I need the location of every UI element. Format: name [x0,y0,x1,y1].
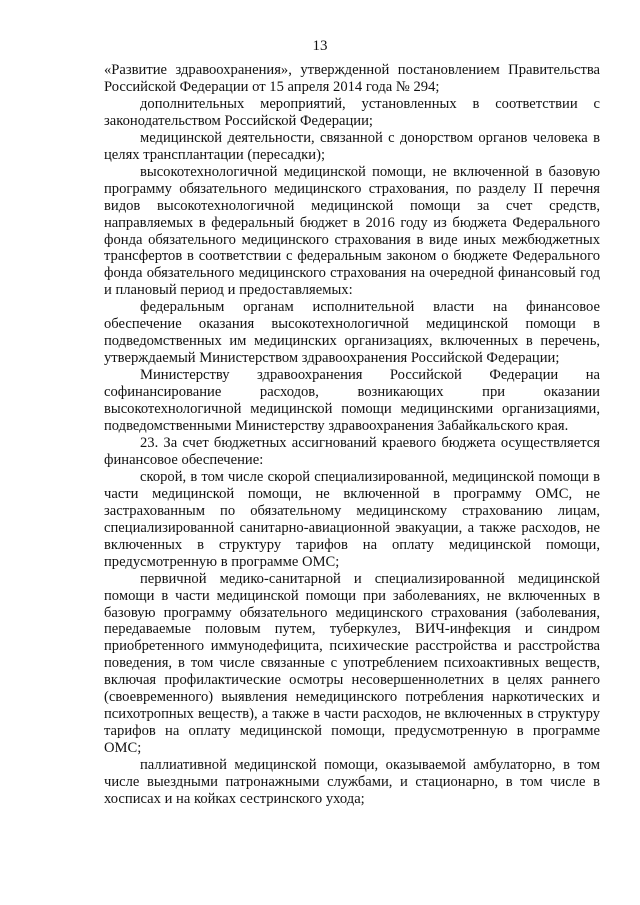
paragraph-continuation: «Развитие здравоохранения», утвержденной постановлением Правительства Российской Федерации от 15 апреля 2014 года № 294; [104,62,600,95]
paragraph: медицинской деятельности, связанной с донорством органов человека в целях трансплантации (пересадки); [104,129,600,163]
paragraph: первичной медико-санитарной и специализированной медицинской помощи в части медицинской помощи при заболеваниях, не включенных в базовую программу обязательного медицинского страхования (заболевания, передаваемые половым путем, туберкулез, ВИЧ-инфекция и синдром приобретенного иммунодефицита, психические расстройства и расстройства поведения, в том числе связанные с употреблением психоактивных веществ, включая профилактические осмотры несовершеннолетних в целях раннего (своевременного) выявления немедицинского потребления наркотических и психотропных веществ), а также в части расходов, не включенных в структуру тарифов на оплату медицинской помощи, предусмотренную в программе ОМС; [104,570,600,757]
document-body [104,62,600,808]
paragraph: скорой, в том числе скорой специализированной, медицинской помощи в части медицинской помощи, не включенной в программу ОМС, не застрахованным по обязательному медицинскому страхованию лицам, специализированной санитарно-авиационной эвакуации, а также расходов, не включенных в структуру тарифов на оплату медицинской помощи, предусмотренную в программе ОМС; [104,468,600,570]
paragraph: дополнительных мероприятий, установленных в соответствии с законодательством Российской Федерации; [104,95,600,129]
paragraph: федеральным органам исполнительной власти на финансовое обеспечение оказания высокотехнологичной медицинской помощи в подведомственных им медицинских организациях, включенных в перечень, утверждаемый Министерством здравоохранения Российской Федерации; [104,299,600,367]
paragraph: высокотехнологичной медицинской помощи, не включенной в базовую программу обязательного медицинского страхования, по разделу II перечня видов высокотехнологичной медицинской помощи за счет средств, направляемых в федеральный бюджет в 2016 году из бюджета Федерального фонда обязательного медицинского страхования в виде иных межбюджетных трансфертов в соответствии с федеральным законом о бюджете Федерального фонда обязательного медицинского страхования на очередной финансовый год и плановый период и предоставляемых: [104,163,600,299]
page-number: 13 [312,38,328,54]
paragraph-section-23: 23. За счет бюджетных ассигнований краевого бюджета осуществляется финансовое обеспечение: [104,434,600,468]
paragraph: паллиативной медицинской помощи, оказываемой амбулаторно, в том числе выездными патронажными службами, и стационарно, в том числе в хосписах и на койках сестринского ухода; [104,757,600,807]
paragraph: Министерству здравоохранения Российской Федерации на софинансирование расходов, возникающих при оказании высокотехнологичной медицинской помощи медицинскими организациями, подведомственными Министерству здравоохранения Забайкальского края. [104,367,600,435]
